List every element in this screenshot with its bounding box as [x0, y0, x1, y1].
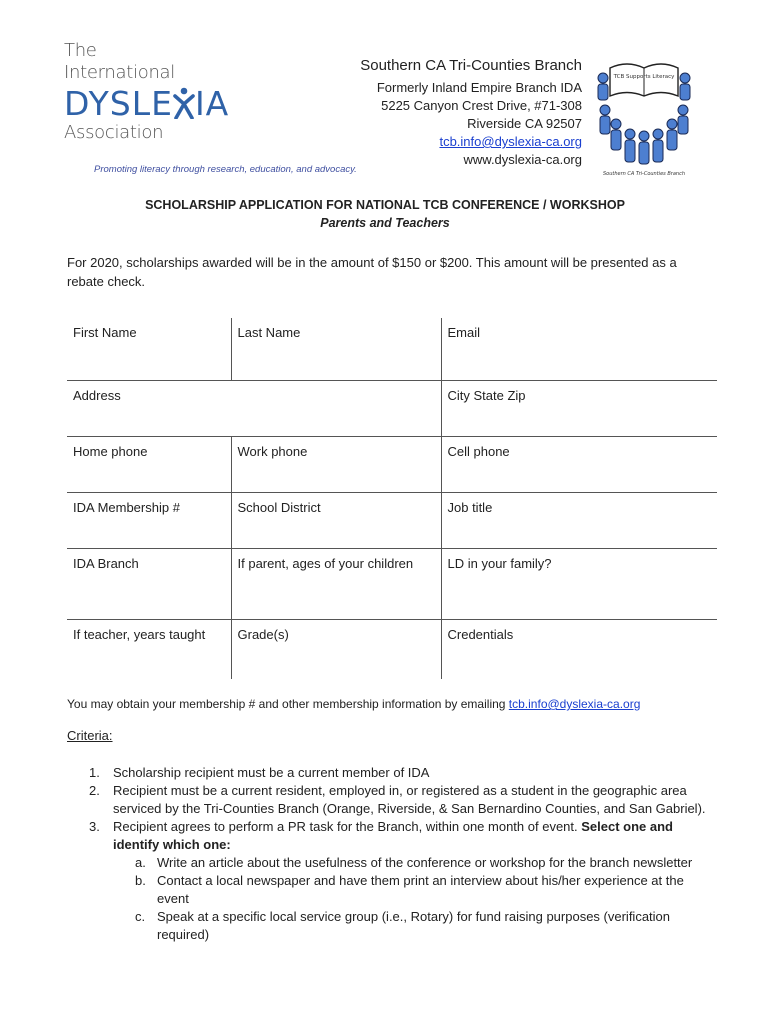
cell-phone-label: Cell phone — [447, 443, 510, 459]
parent-ages-label: If parent, ages of your children — [237, 555, 414, 571]
first-name-field[interactable] — [67, 318, 231, 380]
logo-line-the: The — [64, 40, 97, 61]
sub-item-letter: c. — [135, 909, 146, 924]
page-title: SCHOLARSHIP APPLICATION FOR NATIONAL TCB CONFERENCE / WORKSHOP — [145, 198, 625, 212]
city-state-zip-field[interactable] — [441, 380, 717, 436]
branch-address-line1: 5225 Canyon Crest Drive, #71-308 — [381, 98, 582, 113]
sub-item-letter: b. — [135, 873, 146, 888]
list-item — [67, 818, 717, 854]
ida-branch-field[interactable] — [67, 548, 231, 619]
criteria-list — [67, 764, 717, 944]
logo-big-left: DYSLE — [64, 84, 173, 123]
list-item-bold-text: Select one and identify which one: — [113, 819, 673, 852]
ld-family-label: LD in your family? — [447, 555, 552, 571]
school-district-field[interactable] — [231, 492, 441, 548]
sub-item-text: Speak at a specific local service group (i.e., Rotary) for fund raising purposes (verification required) — [157, 909, 671, 942]
job-title-label: Job title — [447, 499, 493, 515]
criteria-heading: Criteria: — [67, 728, 113, 743]
address-field[interactable] — [67, 380, 441, 436]
list-item — [67, 782, 717, 818]
logo-dyslexia-word — [64, 86, 314, 122]
grades-label: Grade(s) — [237, 626, 289, 642]
list-item-number: 1. — [89, 765, 100, 780]
list-item-text: Recipient agrees to perform a PR task for the Branch, within one month of event. — [113, 819, 582, 834]
teacher-years-label: If teacher, years taught — [73, 626, 206, 642]
branch-website: www.dyslexia-ca.org — [463, 152, 582, 167]
school-district-label: School District — [237, 499, 321, 515]
membership-email-link[interactable]: tcb.info@dyslexia-ca.org — [508, 697, 641, 711]
intro-paragraph: For 2020, scholarships awarded will be in the amount of $150 or $200. This amount will be presented as a rebate check. — [67, 255, 677, 289]
credentials-field[interactable] — [441, 619, 717, 679]
sub-list-item — [67, 872, 717, 908]
home-phone-label: Home phone — [73, 443, 148, 459]
logo-line-association: Association — [64, 122, 164, 143]
membership-info-note — [67, 697, 640, 711]
list-item-text: Scholarship recipient must be a current member of IDA — [113, 765, 430, 780]
list-item-number: 2. — [89, 783, 100, 798]
ida-branch-label: IDA Branch — [73, 555, 139, 571]
ld-family-field[interactable] — [441, 548, 717, 619]
sub-item-letter: a. — [135, 855, 146, 870]
sub-list-item — [67, 908, 717, 944]
logo-big-right: IA — [194, 84, 230, 123]
ida-membership-label: IDA Membership # — [73, 499, 180, 515]
last-name-label: Last Name — [237, 325, 301, 340]
home-phone-field[interactable] — [67, 436, 231, 492]
last-name-field[interactable] — [231, 318, 441, 380]
branch-formerly: Formerly Inland Empire Branch IDA — [376, 80, 582, 95]
ida-logo — [64, 40, 357, 180]
parent-ages-field[interactable] — [231, 548, 441, 619]
job-title-field[interactable] — [441, 492, 717, 548]
teacher-years-field[interactable] — [67, 619, 231, 679]
page-subtitle: Parents and Teachers — [320, 216, 450, 230]
list-item-text: Recipient must be a current resident, employed in, or registered as a student in the geographic area serviced by the Tri-Counties Branch (Orange, Riverside, & San Bernardino Counties, and San Gabriel). — [113, 783, 706, 816]
sub-item-text: Contact a local newspaper and have them print an interview about his/her experience at the event — [157, 873, 684, 906]
email-field[interactable] — [441, 318, 717, 380]
application-form-table — [67, 318, 717, 679]
kids-logo-bottom-text: Southern CA Tri-Counties Branch — [603, 171, 685, 177]
logo-line-international: International — [64, 62, 175, 83]
logo-tagline: Promoting literacy through research, education, and advocacy. — [94, 164, 357, 175]
children-book-logo — [592, 58, 696, 178]
branch-name: Southern CA Tri-Counties Branch — [360, 57, 582, 74]
book-text: TCB Supports Literacy — [613, 74, 675, 80]
work-phone-field[interactable] — [231, 436, 441, 492]
branch-info — [360, 56, 582, 169]
first-name-label: First Name — [73, 325, 137, 340]
list-item-number: 3. — [89, 819, 100, 834]
grades-field[interactable] — [231, 619, 441, 679]
city-state-zip-label: City State Zip — [447, 387, 526, 403]
address-label: Address — [73, 387, 121, 403]
ida-membership-field[interactable] — [67, 492, 231, 548]
membership-info-text: You may obtain your membership # and other membership information by emailing — [67, 697, 509, 711]
work-phone-label: Work phone — [237, 443, 308, 459]
sub-item-text: Write an article about the usefulness of the conference or workshop for the branch newsletter — [157, 855, 693, 870]
list-item — [67, 764, 717, 782]
branch-email-link[interactable]: tcb.info@dyslexia-ca.org — [439, 134, 582, 149]
sub-list-item — [67, 854, 717, 872]
credentials-label: Credentials — [447, 626, 514, 642]
person-x-icon — [173, 87, 195, 119]
branch-address-line2: Riverside CA 92507 — [467, 116, 582, 131]
email-label: Email — [447, 325, 481, 340]
cell-phone-field[interactable] — [441, 436, 717, 492]
